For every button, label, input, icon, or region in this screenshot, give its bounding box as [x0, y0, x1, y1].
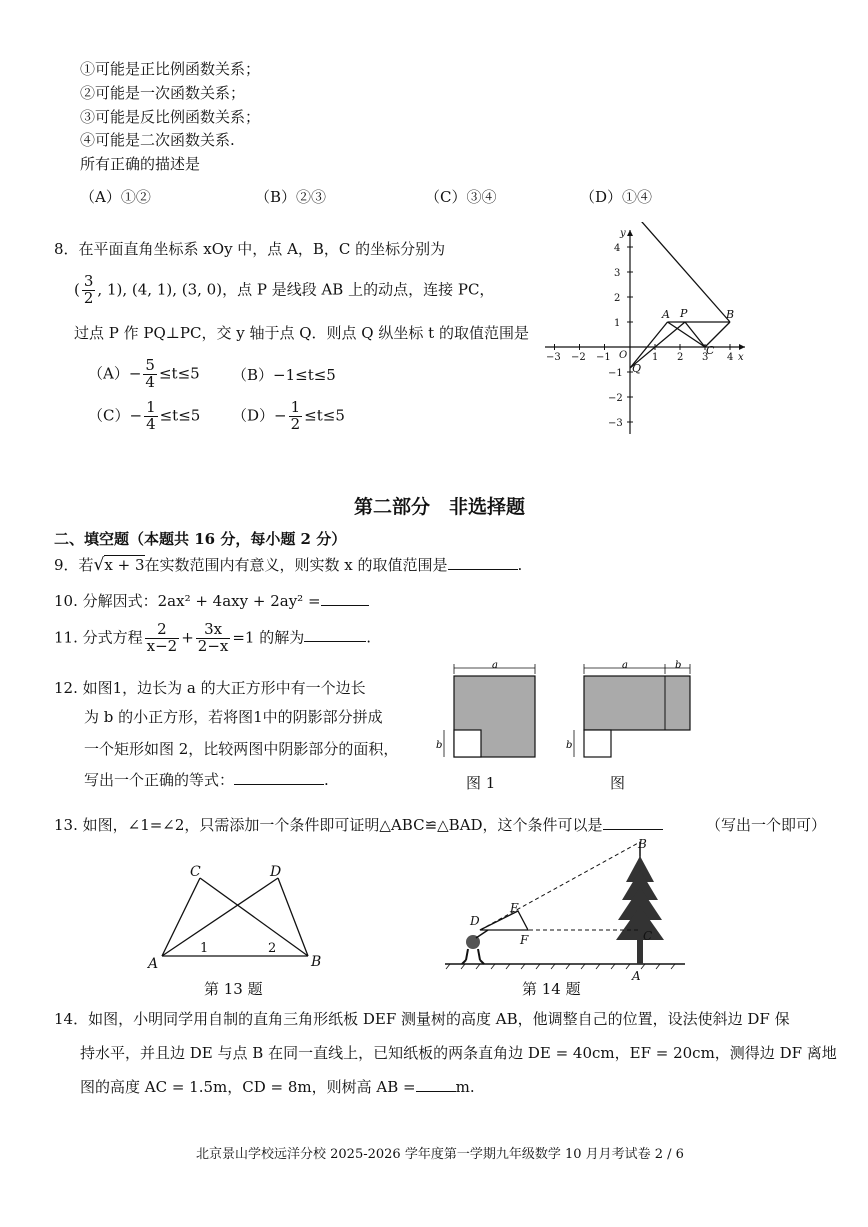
segment-pc	[685, 322, 705, 347]
q13-figure	[140, 856, 340, 971]
point-f-label: F	[520, 933, 529, 947]
x-axis-arrow-icon	[739, 344, 745, 350]
q7-statement-1: ①可能是正比例函数关系；	[80, 60, 261, 78]
angle-1-label: 1	[200, 941, 209, 956]
small-square	[454, 730, 481, 757]
small-square	[584, 730, 611, 757]
segment-ac	[668, 322, 706, 347]
q12-line-3: 一个矩形如图 2，比较两图中阴影部分的面积，	[84, 740, 399, 758]
y-tick-label: −3	[608, 418, 623, 429]
y-axis-arrow-icon	[627, 230, 633, 236]
origin-label: O	[619, 350, 628, 361]
q8-coordinate-graph	[540, 222, 755, 437]
q12-figure-2	[560, 658, 695, 760]
q8-frac-3-2: $\frac{3}{2}$	[83, 272, 94, 307]
point-a-label: A	[662, 308, 670, 321]
x-tick-label: 1	[652, 352, 659, 363]
part-2-title: 第二部分 非选择题	[354, 496, 526, 518]
q7-option-a: （A）①②	[80, 188, 151, 206]
y-axis-label: y	[620, 228, 626, 239]
q12-line-4: 写出一个正确的等式： .	[84, 771, 329, 789]
q8-line-1: 8．在平面直角坐标系 xOy 中，点 A，B，C 的坐标分别为	[54, 240, 446, 258]
point-p-label: P	[680, 307, 688, 320]
q10-text: 10. 分解因式：2ax² + 4axy + 2ay² =	[54, 590, 369, 611]
q7-statement-2: ②可能是一次函数关系；	[80, 84, 246, 102]
q12-figure-1	[430, 658, 545, 760]
x-tick-label: 2	[677, 352, 684, 363]
x-tick-label: 3	[702, 352, 709, 363]
y-tick-label: −2	[608, 393, 623, 404]
side-b-top-label: b	[675, 660, 682, 671]
q8-option-a: （A）− $\frac{5}{4}$ ≤t≤5	[88, 356, 200, 391]
q8-line-3: 过点 P 作 PQ⊥PC，交 y 轴于点 Q．则点 Q 纵坐标 t 的取值范围是	[74, 324, 529, 342]
q9-text: 9．若√x + 3在实数范围内有意义，则实数 x 的取值范围是 .	[54, 555, 523, 575]
q13-hint: （写出一个即可）	[706, 816, 827, 834]
q12-line-2: 为 b 的小正方形，若将图1中的阴影部分拼成	[84, 708, 383, 726]
q13-caption: 第 13 题	[204, 980, 263, 998]
y-tick-label: 2	[614, 293, 621, 304]
side-a-label: a	[622, 660, 628, 671]
point-c-label: C	[190, 864, 201, 880]
point-c-label: C	[643, 929, 653, 943]
side-a-label: a	[492, 660, 498, 671]
point-d-label: D	[270, 864, 282, 880]
point-a-label: A	[148, 956, 159, 971]
point-b-label: B	[726, 308, 735, 321]
point-b-label: B	[311, 954, 322, 970]
q7-statement-4: ④可能是二次函数关系.	[80, 131, 235, 149]
q14-line-1: 14．如图，小明同学用自制的直角三角形纸板 DEF 测量树的高度 AB，他调整自己的位置，设法使斜边 DF 保	[54, 1010, 790, 1028]
q13-text: 13. 如图，∠1=∠2，只需添加一个条件即可证明△ABC≌△BAD，这个条件可以是	[54, 814, 663, 835]
point-a-label: A	[632, 969, 641, 982]
x-tick-label: −3	[546, 352, 561, 363]
x-tick-label: 4	[727, 352, 734, 363]
q12-figure-1-caption: 图 1	[466, 774, 496, 792]
q7-option-c: （C）③④	[425, 188, 497, 206]
x-axis-label: x	[738, 352, 744, 363]
q7-option-d: （D）①④	[580, 188, 653, 206]
q14-line-3: 图的高度 AC = 1.5m，CD = 8m，则树高 AB = m.	[80, 1078, 475, 1096]
point-e-label: E	[510, 901, 519, 915]
point-q-label: Q	[632, 362, 642, 375]
rectangle-shaded	[584, 676, 690, 730]
side-b-label: b	[566, 740, 573, 751]
q14-figure	[440, 832, 690, 982]
q8-line-2: ( $\frac{3}{2}$ , 1), (4, 1), (3, 0)，点 P 是线段 AB 上的动点，连接 PC，	[74, 272, 495, 307]
y-tick-label: 4	[614, 243, 621, 254]
triangle-board-def	[480, 911, 528, 930]
y-tick-label: 3	[614, 268, 621, 279]
side-b-label: b	[436, 740, 443, 751]
q8-option-c: （C）− $\frac{1}{4}$ ≤t≤5	[88, 398, 201, 433]
page-footer: 北京景山学校远洋分校 2025-2026 学年度第一学期九年级数学 10 月月考试卷 2 / 6	[196, 1147, 684, 1162]
person-icon	[462, 930, 488, 964]
point-d-label: D	[470, 914, 480, 928]
extended-line-through-b	[620, 222, 730, 322]
q14-line-2: 持水平，并且边 DE 与点 B 在同一直线上，已知纸板的两条直角边 DE = 40cm，EF = 20cm，测得边 DF 离地	[80, 1044, 837, 1062]
q7-statement-3: ③可能是反比例函数关系；	[80, 108, 261, 126]
angle-2-label: 2	[268, 941, 277, 956]
point-c-label: C	[706, 344, 715, 357]
tree-icon	[616, 842, 664, 964]
q11-text: 11. 分式方程 $\frac{2}{x-2}$ + $\frac{3x}{2-x}$ =1 的解为 .	[54, 620, 372, 655]
x-tick-label: −2	[571, 352, 586, 363]
sight-line-d-to-b	[480, 842, 640, 930]
q12-line-1: 12. 如图1，边长为 a 的大正方形中有一个边长	[54, 679, 366, 697]
q8-option-b: （B）−1≤t≤5	[232, 366, 336, 384]
x-tick-label: −1	[596, 352, 611, 363]
y-tick-label: 1	[614, 318, 621, 329]
q7-prompt: 所有正确的描述是	[80, 155, 201, 173]
q8-option-d: （D）− $\frac{1}{2}$ ≤t≤5	[232, 398, 345, 433]
point-b-label: B	[638, 837, 647, 851]
q7-option-b: （B）②③	[255, 188, 327, 206]
section-2-heading: 二、填空题（本题共 16 分，每小题 2 分）	[54, 530, 347, 548]
y-tick-label: −1	[608, 368, 623, 379]
q12-figure-2-caption: 图	[610, 774, 626, 792]
q14-caption: 第 14 题	[522, 980, 581, 998]
